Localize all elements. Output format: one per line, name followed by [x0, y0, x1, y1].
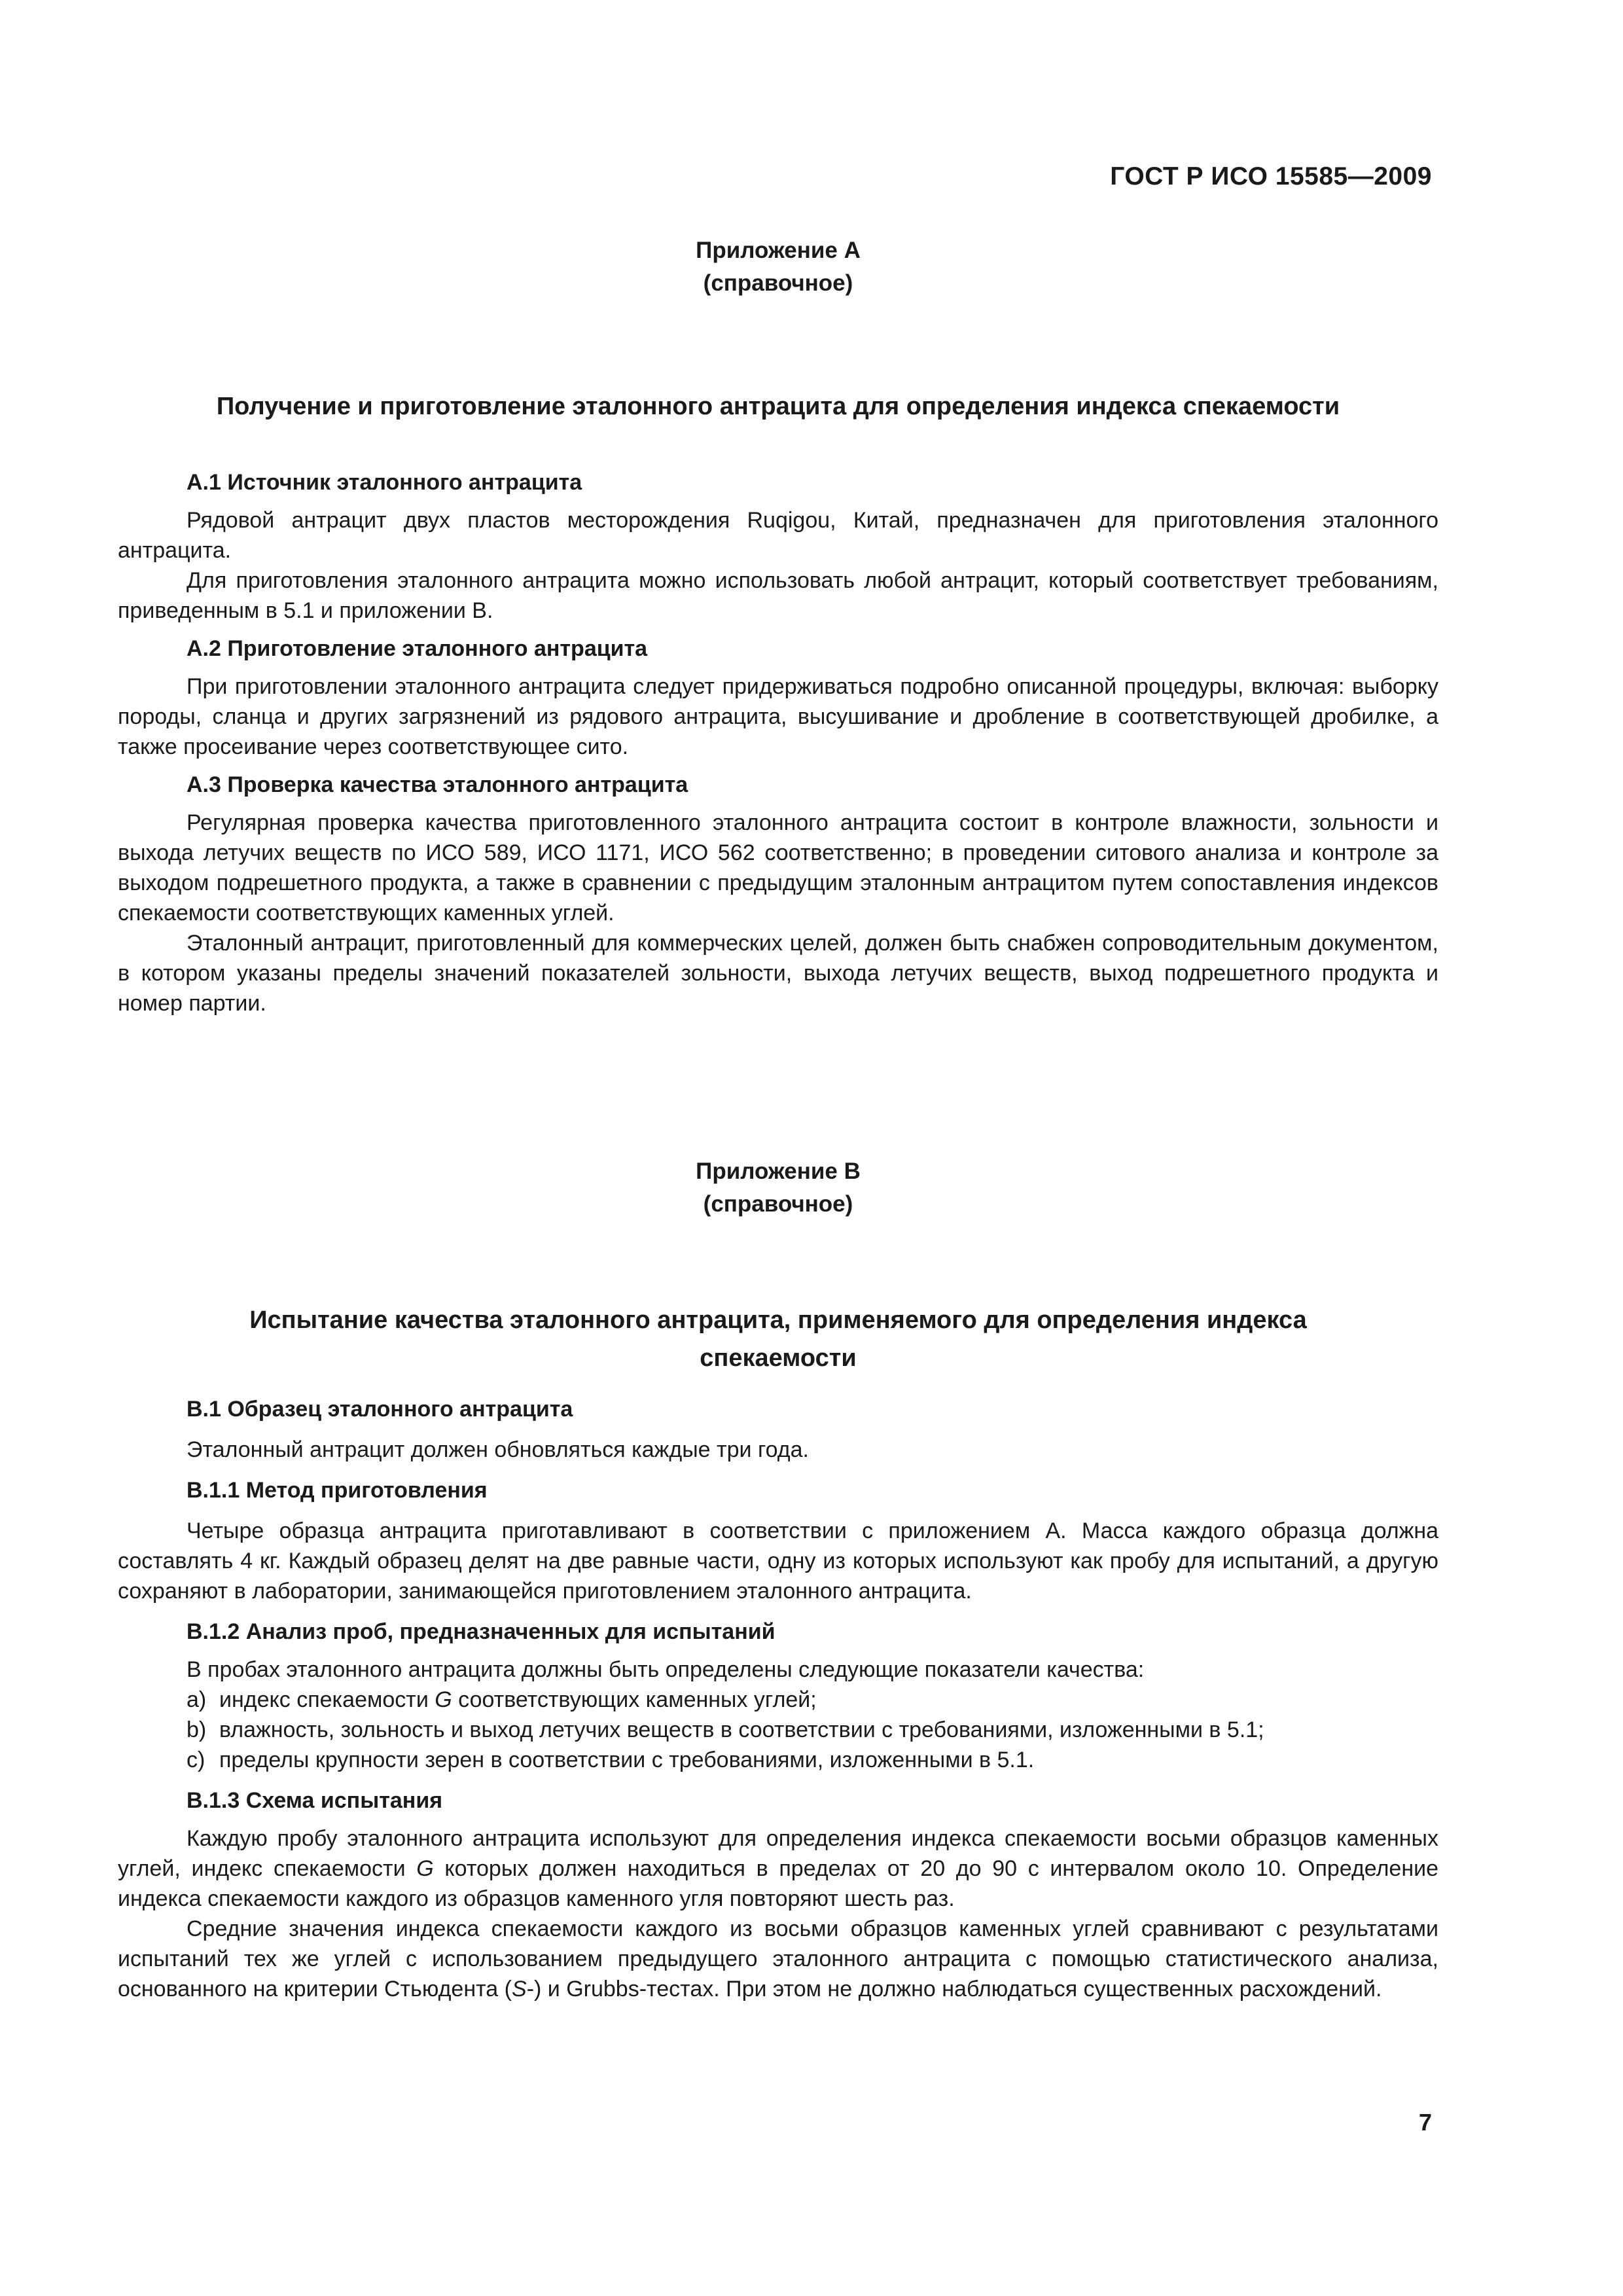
- index-symbol: G: [416, 1856, 434, 1881]
- annex-b-title: Испытание качества эталонного антрацита, применяемого для определения индекса спекаемости: [249, 1306, 1307, 1372]
- section-b11-paragraph-1: Четыре образца антрацита приготавливают в соответствии с приложением А. Масса каждого образца должна составлять 4 кг. Каждый образец делят на две равные части, одну из которых используют как пробу для испытаний, а другую сохраняют в лаборатории, занимающейся приготовлением эталонного антрацита.: [118, 1518, 1438, 1604]
- list-item-text: соответствующих каменных углей;: [452, 1687, 817, 1712]
- list-item: [118, 1715, 1438, 1745]
- document-code: ГОСТ Р ИСО 15585—2009: [1110, 162, 1432, 190]
- section-a1-heading: А.1 Источник эталонного антрацита: [187, 470, 582, 495]
- annex-a-status: (справочное): [703, 270, 853, 296]
- annex-b-body: [118, 1393, 1438, 2004]
- section-a3-paragraph-2: Эталонный антрацит, приготовленный для коммерческих целей, должен быть снабжен сопроводительным документом, в котором указаны пределы значений показателей зольности, выхода летучих веществ, выход подрешетного продукта и номер партии.: [118, 931, 1438, 1016]
- list-marker: c): [187, 1748, 205, 1772]
- list-item-text: влажность, зольность и выход летучих веществ в соответствии с требованиями, изложенными в 5.1;: [219, 1717, 1264, 1742]
- test-symbol: S: [512, 1977, 527, 2001]
- annex-a-title: Получение и приготовление эталонного антрацита для определения индекса спекаемости: [216, 393, 1340, 420]
- annex-a-label: Приложение А: [696, 238, 861, 263]
- section-b1-paragraph-1: Эталонный антрацит должен обновляться каждые три года.: [187, 1437, 809, 1462]
- list-item-symbol: G: [435, 1687, 452, 1712]
- section-b13-paragraph-2: [118, 1914, 1438, 2004]
- section-b12-heading: В.1.2 Анализ проб, предназначенных для испытаний: [187, 1619, 776, 1644]
- section-b1-heading: В.1 Образец эталонного антрацита: [187, 1397, 573, 1422]
- section-a2-paragraph-1: При приготовлении эталонного антрацита следует придерживаться подробно описанной процедуры, включая: выборку породы, сланца и других загрязнений из рядового антрацита, высушивание и дробление в соответствующей дробилке, а также просеивание через соответствующее сито.: [118, 674, 1438, 759]
- list-item-text: индекс спекаемости: [219, 1687, 435, 1712]
- section-a1-paragraph-2: Для приготовления эталонного антрацита можно использовать любой антрацит, который соответствует требованиям, приведенным в 5.1 и приложении В.: [118, 568, 1438, 623]
- annex-b-label: Приложение В: [696, 1158, 861, 1184]
- paragraph-text: которых должен находиться в пределах от 20 до 90 с интервалом около 10. Определение индекса спекаемости каждого из образцов каменного угля повторяют шесть раз.: [118, 1856, 1439, 1911]
- list-item: [118, 1745, 1438, 1775]
- list-marker: b): [187, 1717, 207, 1742]
- paragraph-text: Каждую пробу эталонного антрацита используют для определения индекса спекаемости восьми образцов каменных углей, индекс спекаемости: [118, 1826, 1438, 1881]
- section-a1-paragraph-1: Рядовой антрацит двух пластов месторождения Ruqigou, Китай, предназначен для приготовления эталонного антрацита.: [118, 508, 1438, 563]
- paragraph-text: Средние значения индекса спекаемости каждого из восьми образцов каменных углей сравнивают с результатами испытаний тех же углей с использованием предыдущего эталонного антрацита с помощью статистического анализа, основанного на критерии Стьюдента (: [118, 1916, 1438, 2001]
- annex-b-status: (справочное): [703, 1191, 853, 1217]
- list-item: [118, 1685, 1438, 1715]
- section-a3-paragraph-1: Регулярная проверка качества приготовленного эталонного антрацита состоит в контроле влажности, зольности и выхода летучих веществ по ИСО 589, ИСО 1171, ИСО 562 соответственно; в проведении ситового анализа и контроле за выходом подрешетного продукта, а также в сравнении с предыдущим эталонным антрацитом путем сопоставления индексов спекаемости соответствующих каменных углей.: [118, 810, 1438, 925]
- page-number: 7: [1418, 2109, 1432, 2136]
- annex-b-heading: [118, 1155, 1438, 1221]
- annex-a-heading: [118, 234, 1438, 300]
- section-b13-heading: В.1.3 Схема испытания: [187, 1788, 443, 1813]
- list-item-text: пределы крупности зерен в соответствии с требованиями, изложенными в 5.1.: [219, 1748, 1035, 1772]
- section-a3-heading: А.3 Проверка качества эталонного антрацита: [187, 772, 688, 797]
- annex-a-body: [118, 466, 1438, 1018]
- section-b11-heading: В.1.1 Метод приготовления: [187, 1478, 488, 1503]
- paragraph-text: -) и Grubbs-тестах. При этом не должно наблюдаться существенных расхождений.: [526, 1977, 1382, 2001]
- section-b12-intro: В пробах эталонного антрацита должны быть определены следующие показатели качества:: [187, 1657, 1145, 1682]
- section-b13-paragraph-1: [118, 1823, 1438, 1914]
- section-a2-heading: А.2 Приготовление эталонного антрацита: [187, 636, 648, 661]
- list-marker: a): [187, 1687, 207, 1712]
